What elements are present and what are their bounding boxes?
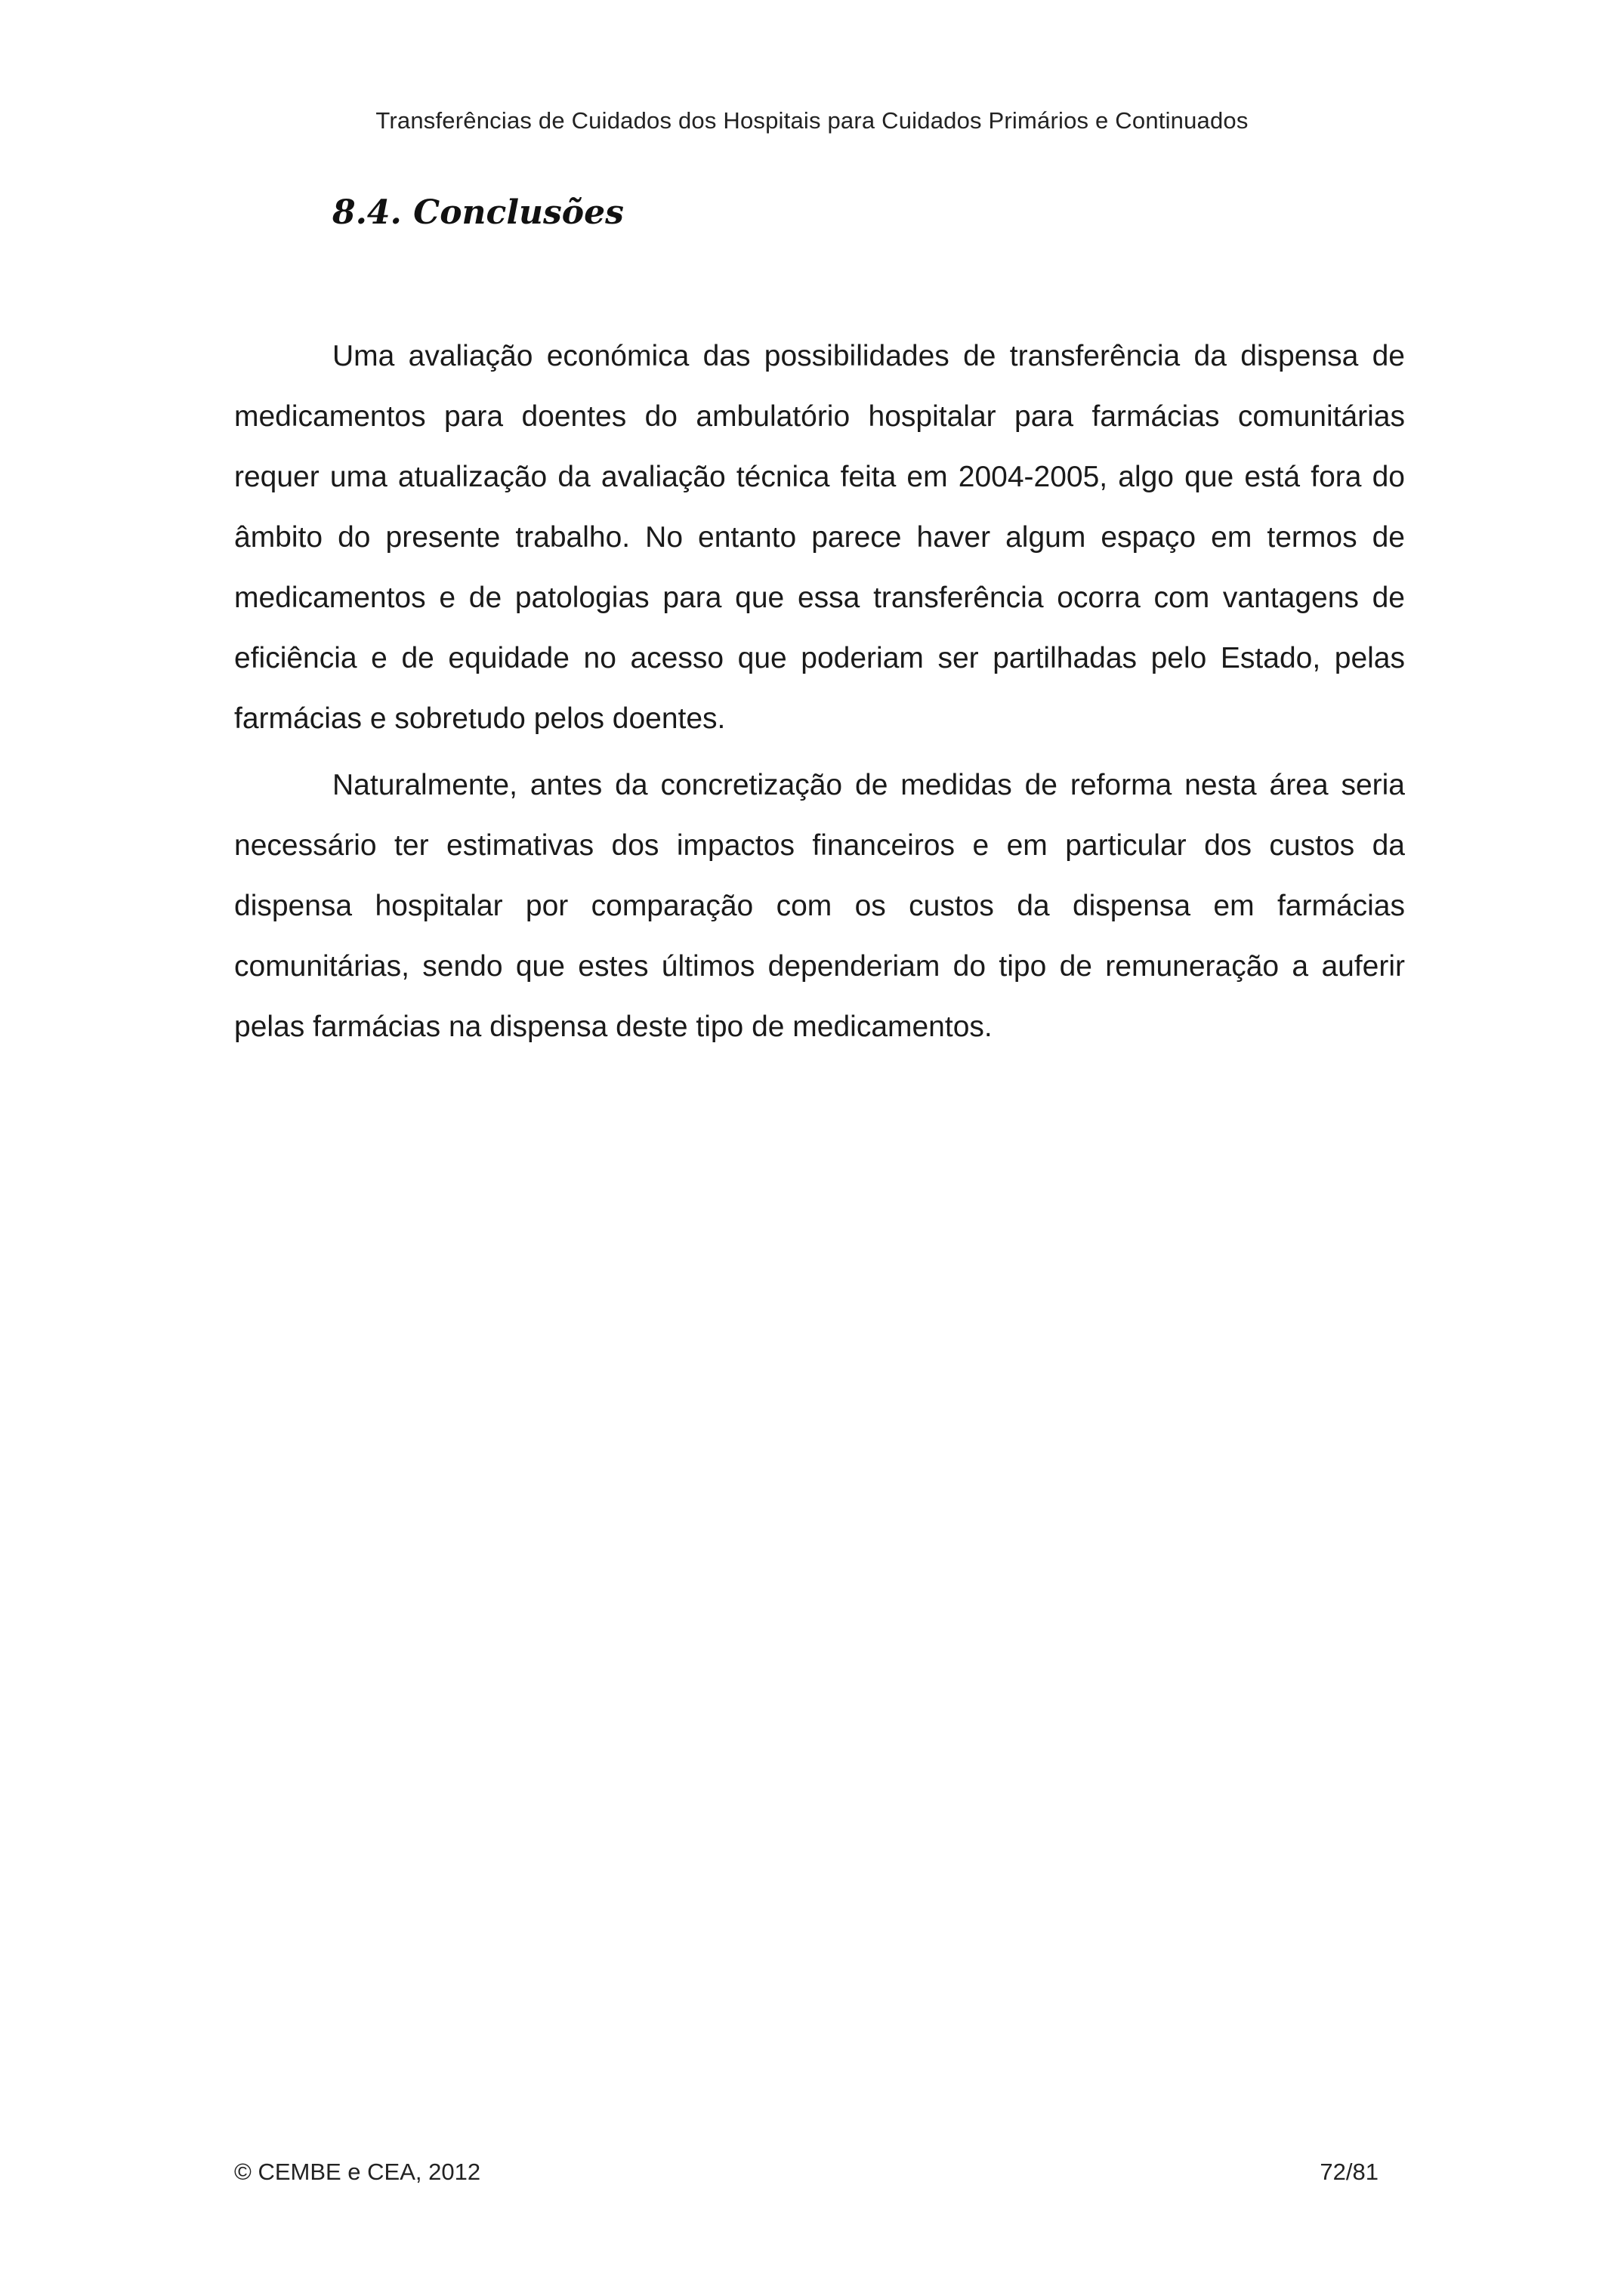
paragraph-1: Uma avaliação económica das possibilidades de transferência da dispensa de medicamentos para doentes do ambulatório hospitalar para farmácias comunitárias requer uma atualização da avaliação técnica feita em 2004-2005, algo que está fora do âmbito do presente trabalho. No entanto parece haver algum espaço em termos de medicamentos e de patologias para que essa transferência ocorra com vantagens de eficiência e de equidade no acesso que poderiam ser partilhadas pelo Estado, pelas farmácias e sobretudo pelos doentes. <box>234 340 1405 735</box>
running-header: Transferências de Cuidados dos Hospitais para Cuidados Primários e Continuados <box>375 107 1249 134</box>
paragraph-2: Naturalmente, antes da concretização de medidas de reforma nesta área seria necessário ter estimativas dos impactos financeiros e em particular dos custos da dispensa hospitalar por comparação com os custos da dispensa em farmácias comunitárias, sendo que estes últimos dependeriam do tipo de remuneração a auferir pelas farmácias na dispensa deste tipo de medicamentos. <box>234 769 1405 1043</box>
section-heading: 8.4. Conclusões <box>332 193 624 232</box>
footer-copyright: © CEMBE e CEA, 2012 <box>234 2159 481 2185</box>
page-footer <box>234 2159 1379 2186</box>
page-number: 72/81 <box>1320 2159 1379 2185</box>
section-body <box>234 326 1405 1063</box>
